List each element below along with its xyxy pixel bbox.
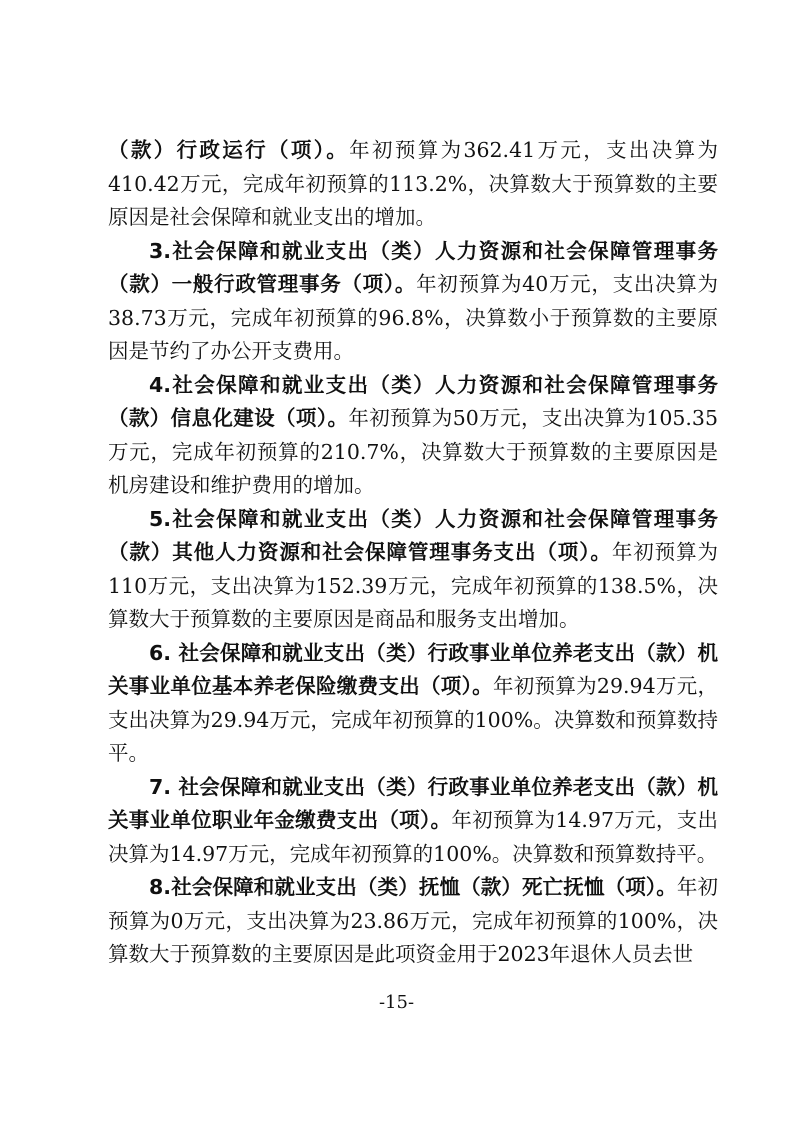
paragraph-basic-pension-insurance bbox=[108, 637, 718, 771]
paragraph-other-hr-affairs bbox=[108, 503, 718, 637]
paragraph-occupational-annuity bbox=[108, 771, 718, 872]
paragraph-administrative-operation bbox=[108, 134, 718, 235]
paragraph-text: 年初预算为0万元，支出决算为23.86万元，完成年初预算的100%，决算数大于预算数的主要原因是此项资金用于2023年退休人员去世 bbox=[108, 875, 718, 966]
document-body bbox=[108, 134, 718, 972]
paragraph-general-admin-affairs bbox=[108, 235, 718, 369]
paragraph-text: 年初预算为40万元，支出决算为38.73万元，完成年初预算的96.8%，决算数小于预算数的主要原因是节约了办公开支费用。 bbox=[108, 272, 719, 363]
paragraph-heading: 4.社会保障和就业支出（类）人力资源和社会保障管理事务（款）信息化建设（项）。 bbox=[108, 372, 718, 430]
paragraph-heading: 6. 社会保障和就业支出（类）行政事业单位养老支出（款）机关事业单位基本养老保险缴费支出（项）。 bbox=[108, 640, 718, 698]
paragraph-heading: （款）行政运行（项）。 bbox=[108, 138, 350, 162]
paragraph-informatization bbox=[108, 369, 718, 503]
paragraph-text: 年初预算为14.97万元，支出决算为14.97万元，完成年初预算的100%。决算数和预算数持平。 bbox=[108, 808, 719, 866]
paragraph-text: 年初预算为50万元，支出决算为105.35万元，完成年初预算的210.7%，决算数大于预算数的主要原因是机房建设和维护费用的增加。 bbox=[108, 406, 719, 497]
paragraph-text: 年初预算为362.41万元，支出决算为410.42万元，完成年初预算的113.2%，决算数大于预算数的主要原因是社会保障和就业支出的增加。 bbox=[108, 138, 718, 229]
paragraph-heading: 7. 社会保障和就业支出（类）行政事业单位养老支出（款）机关事业单位职业年金缴费支出（项）。 bbox=[108, 774, 718, 832]
page-number: -15- bbox=[378, 992, 415, 1013]
paragraph-death-pension bbox=[108, 871, 718, 972]
paragraph-heading: 5.社会保障和就业支出（类）人力资源和社会保障管理事务（款）其他人力资源和社会保障管理事务支出（项）。 bbox=[108, 506, 718, 564]
paragraph-heading: 8.社会保障和就业支出（类）抚恤（款）死亡抚恤（项）。 bbox=[149, 875, 677, 899]
paragraph-heading: 3.社会保障和就业支出（类）人力资源和社会保障管理事务（款）一般行政管理事务（项）。 bbox=[108, 238, 718, 296]
paragraph-text: 年初预算为29.94万元，支出决算为29.94万元，完成年初预算的100%。决算数和预算数持平。 bbox=[108, 674, 719, 765]
paragraph-text: 年初预算为110万元，支出决算为152.39万元，完成年初预算的138.5%，决算数大于预算数的主要原因是商品和服务支出增加。 bbox=[108, 540, 719, 631]
